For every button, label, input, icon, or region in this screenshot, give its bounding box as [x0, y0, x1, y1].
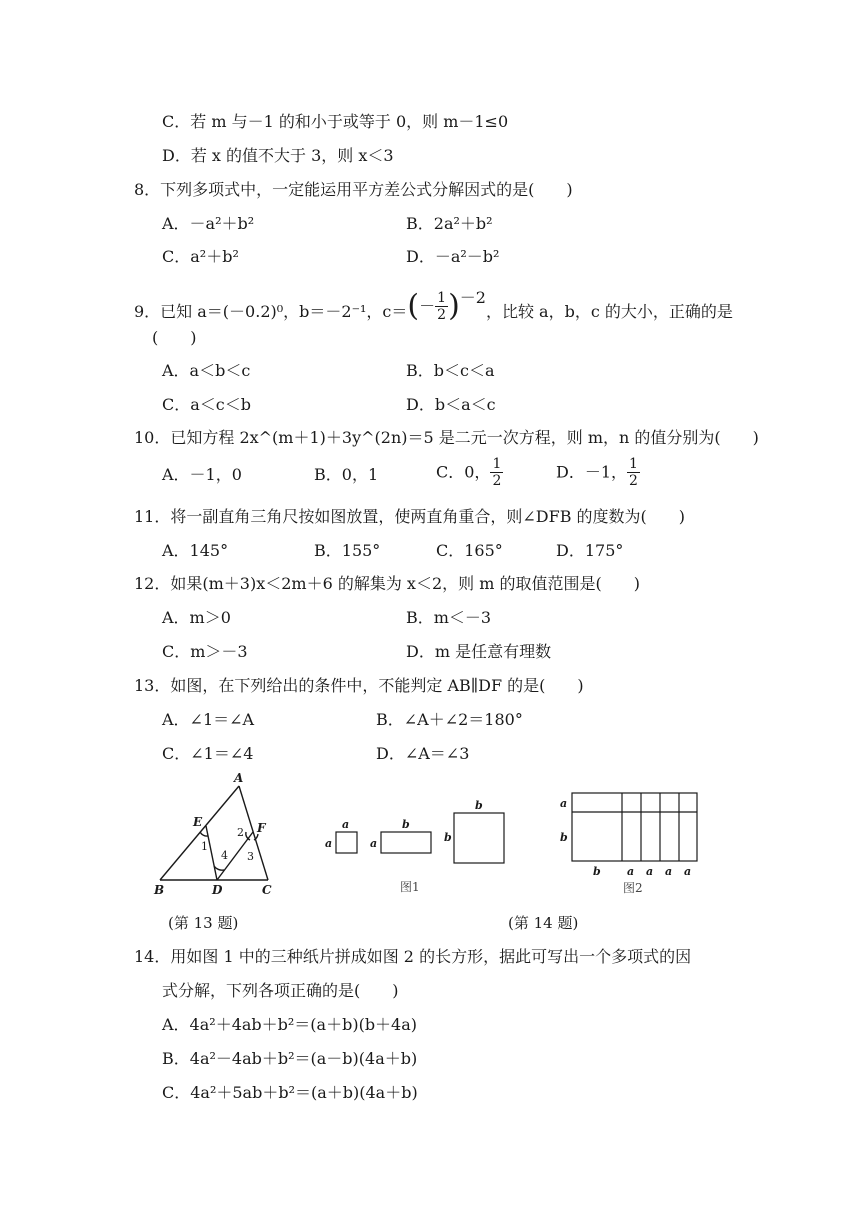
- q10-c-denominator: 2: [492, 473, 502, 489]
- label-c: C: [262, 883, 272, 897]
- bottom-label-a1: a: [627, 865, 635, 878]
- label-e: E: [193, 815, 203, 829]
- q11-option-c: C．165°: [436, 541, 503, 560]
- q11-option-b: B．155°: [314, 541, 381, 560]
- piece3-left-label: b: [444, 831, 452, 844]
- q8-option-d: D．－a²－b²: [406, 247, 500, 266]
- q10-option-c-label: C．0，: [436, 462, 491, 482]
- q9-stem-prefix: 9．已知 a＝(－0.2)⁰，b＝－2⁻¹，c＝: [134, 302, 408, 321]
- q10-d-numerator: 1: [629, 456, 638, 472]
- bottom-label-a4: a: [684, 865, 692, 878]
- side-label-a: a: [560, 797, 568, 810]
- q12-option-b: B．m＜－3: [406, 608, 492, 627]
- q9-c-numerator: 1: [437, 290, 447, 306]
- q13-option-d: D．∠A＝∠3: [376, 744, 470, 763]
- figure-2-label: 图2: [623, 881, 643, 895]
- q9-c-expression: (－ $\frac{1}{2}$ )－2: [407, 288, 486, 324]
- figure-14-pieces: [320, 795, 515, 895]
- piece2-left-label: a: [370, 837, 378, 850]
- q10-option-d: [556, 456, 640, 489]
- q10-stem: 10．已知方程 2x^(m＋1)＋3y^(2n)＝5 是二元一次方程，则 m，n 的值分别为( ): [134, 428, 759, 447]
- q14-option-c: C．4a²＋5ab＋b²＝(a＋b)(4a＋b): [162, 1083, 418, 1102]
- q8-option-a: A．－a²＋b²: [162, 214, 255, 233]
- q11-option-a: A．145°: [162, 541, 229, 560]
- figure-14-rectangle: [555, 785, 705, 900]
- q14-option-b: B．4a²－4ab＋b²＝(a－b)(4a＋b): [162, 1049, 418, 1068]
- q9-c-sign: －: [419, 296, 436, 316]
- segment-ed: [206, 826, 217, 880]
- q10-option-d-fraction: [627, 456, 640, 489]
- q13-option-c: C．∠1＝∠4: [162, 744, 254, 763]
- q9-stem: [134, 288, 733, 329]
- q9-answer-paren: ( ): [152, 328, 197, 347]
- q12-stem: 12．如果(m＋3)x＜2m＋6 的解集为 x＜2，则 m 的取值范围是( ): [134, 574, 640, 593]
- q10-option-a: A．－1，0: [162, 465, 242, 484]
- q13-option-a: A．∠1＝∠A: [162, 710, 255, 729]
- q9-option-c: C．a＜c＜b: [162, 395, 251, 414]
- q7-option-d: D．若 x 的值不大于 3，则 x＜3: [162, 146, 394, 165]
- piece3-top-label: b: [475, 799, 483, 812]
- q8-option-c: C．a²＋b²: [162, 247, 239, 266]
- rectangle-ab: [381, 832, 431, 853]
- q9-option-a: A．a＜b＜c: [162, 361, 251, 380]
- bottom-label-b: b: [593, 865, 601, 878]
- q9-stem-suffix: ，比较 a，b，c 的大小，正确的是: [485, 302, 733, 321]
- label-a: A: [234, 771, 244, 785]
- q12-option-d: D．m 是任意有理数: [406, 642, 552, 661]
- q9-option-b: B．b＜c＜a: [406, 361, 495, 380]
- angle-label-3: 3: [247, 850, 254, 863]
- side-label-b: b: [560, 831, 568, 844]
- q8-option-b: B．2a²＋b²: [406, 214, 493, 233]
- q10-option-c-fraction: [490, 456, 503, 489]
- square-a: [336, 832, 357, 853]
- q9-c-fraction: [435, 290, 448, 323]
- q13-stem: 13．如图，在下列给出的条件中，不能判定 AB∥DF 的是( ): [134, 676, 584, 695]
- square-b: [454, 813, 504, 863]
- q12-option-c: C．m＞－3: [162, 642, 248, 661]
- q10-d-denominator: 2: [629, 473, 638, 489]
- piece2-top-label: b: [402, 818, 410, 831]
- q14-stem-line1: 14．用如图 1 中的三种纸片拼成如图 2 的长方形，据此可写出一个多项式的因: [134, 947, 692, 966]
- q9-option-d: D．b＜a＜c: [406, 395, 496, 414]
- big-rectangle: [572, 793, 697, 861]
- q10-option-b: B．0，1: [314, 465, 379, 484]
- label-f: F: [257, 821, 266, 835]
- q12-option-a: A．m＞0: [162, 608, 231, 627]
- bottom-label-a3: a: [665, 865, 673, 878]
- label-b: B: [154, 883, 165, 897]
- q13-option-b: B．∠A＋∠2＝180°: [376, 710, 523, 729]
- q9-c-denominator: 2: [437, 307, 447, 323]
- q10-option-d-label: D．－1，: [556, 462, 628, 482]
- caption-q14: (第 14 题): [508, 914, 579, 932]
- caption-q13: (第 13 题): [168, 914, 239, 932]
- q11-stem: 11．将一副直角三角尺按如图放置，使两直角重合，则∠DFB 的度数为( ): [134, 507, 686, 526]
- figure-1-label: 图1: [400, 880, 420, 894]
- bottom-label-a2: a: [646, 865, 654, 878]
- q9-c-exponent: －2: [459, 288, 486, 307]
- q14-stem-line2: 式分解，下列各项正确的是( ): [162, 981, 399, 1000]
- angle-label-1: 1: [201, 840, 208, 853]
- figure-13-triangle-diagram: [150, 770, 290, 900]
- q10-option-c: [436, 456, 503, 489]
- label-d: D: [212, 883, 223, 897]
- q11-option-d: D．175°: [556, 541, 624, 560]
- piece1-top-label: a: [342, 818, 350, 831]
- piece1-left-label: a: [325, 837, 333, 850]
- q7-option-c: C．若 m 与－1 的和小于或等于 0，则 m－1≤0: [162, 112, 509, 131]
- q14-option-a: A．4a²＋4ab＋b²＝(a＋b)(b＋4a): [162, 1015, 418, 1034]
- angle-label-2: 2: [237, 826, 244, 839]
- q10-c-numerator: 1: [492, 456, 502, 472]
- q8-stem: 8．下列多项式中，一定能运用平方差公式分解因式的是( ): [134, 180, 573, 199]
- angle-label-4: 4: [221, 849, 228, 862]
